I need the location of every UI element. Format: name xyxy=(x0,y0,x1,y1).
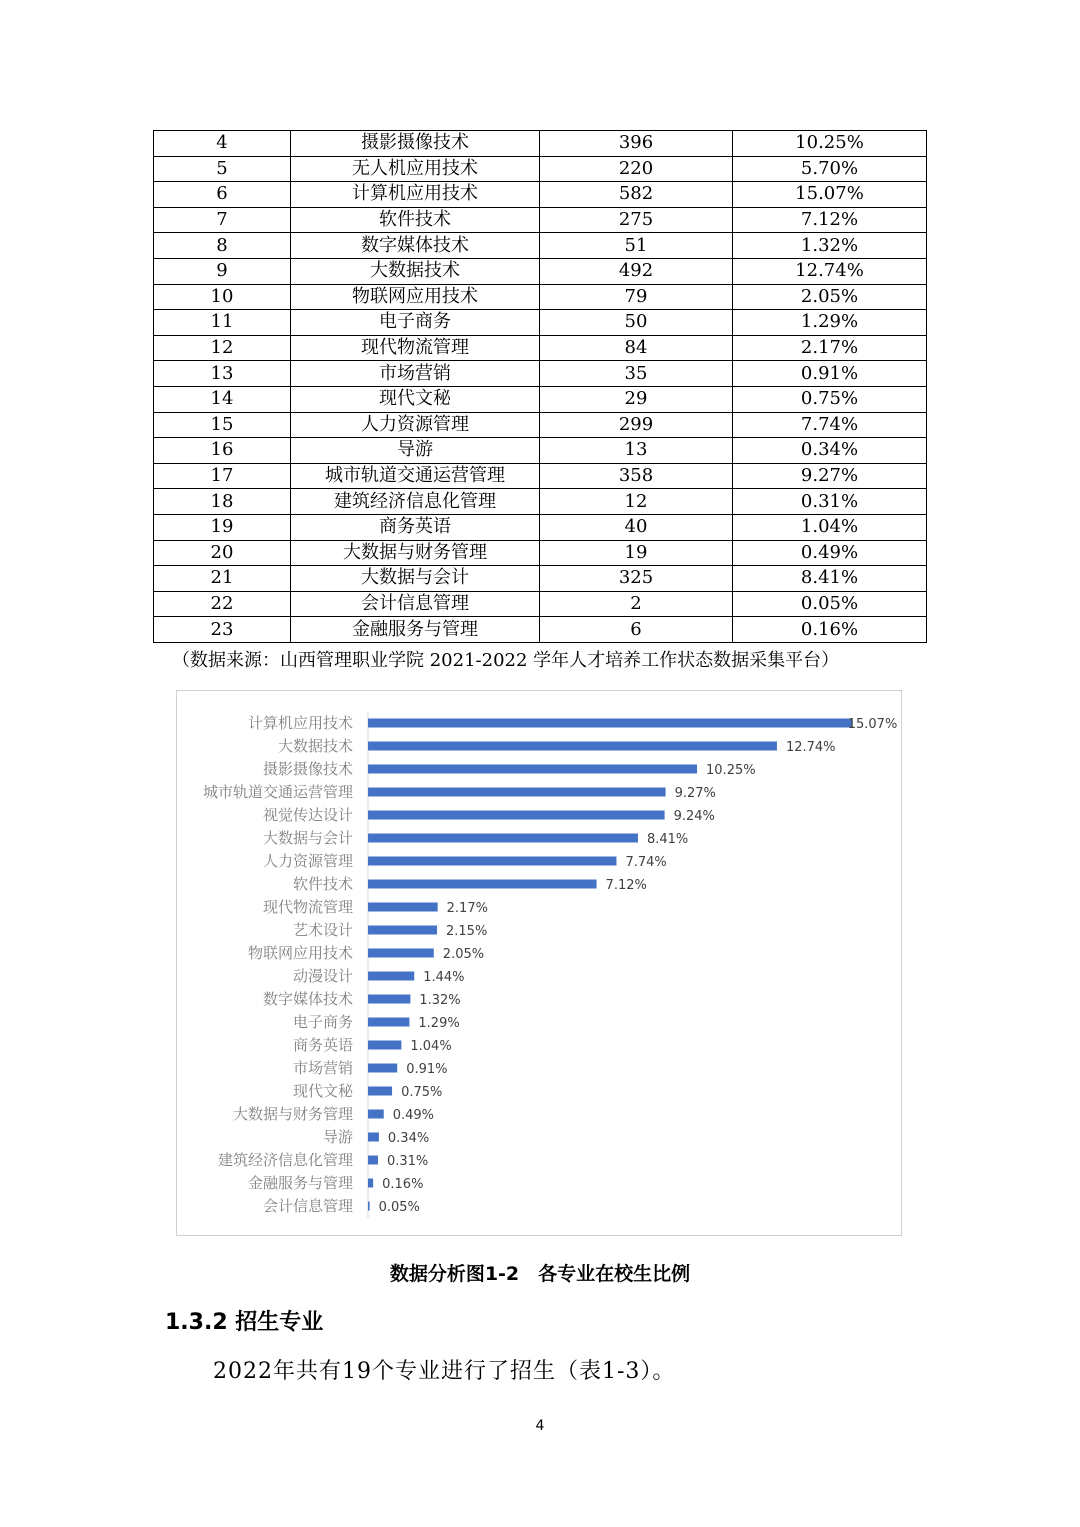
table-cell-percent: 7.12% xyxy=(733,207,927,233)
table-cell-percent: 0.31% xyxy=(733,489,927,515)
value-label: 2.17% xyxy=(446,901,488,916)
table-cell-index: 8 xyxy=(154,233,291,259)
table-cell-index: 7 xyxy=(154,207,291,233)
bar xyxy=(368,1156,378,1165)
table-cell-count: 51 xyxy=(540,233,733,259)
value-label: 0.75% xyxy=(401,1085,443,1100)
category-label: 商务英语 xyxy=(292,1036,353,1054)
category-label: 现代文秘 xyxy=(292,1082,353,1100)
table-row xyxy=(154,131,927,157)
bar xyxy=(368,1041,401,1050)
table-cell-index: 10 xyxy=(154,284,291,310)
value-label: 0.31% xyxy=(386,1154,429,1169)
table-cell-major: 数字媒体技术 xyxy=(291,233,540,259)
table-cell-index: 17 xyxy=(154,463,291,489)
table-cell-count: 275 xyxy=(540,207,733,233)
table-row xyxy=(154,182,927,208)
value-label: 7.12% xyxy=(605,878,647,893)
table-cell-major: 会计信息管理 xyxy=(291,591,540,617)
table-cell-count: 19 xyxy=(540,540,733,566)
category-label: 现代物流管理 xyxy=(262,898,353,916)
table-cell-index: 6 xyxy=(154,182,291,208)
table-row xyxy=(154,361,927,387)
table-row xyxy=(154,617,927,643)
category-label: 建筑经济信息化管理 xyxy=(217,1151,353,1169)
table-cell-major: 物联网应用技术 xyxy=(291,284,540,310)
bar xyxy=(368,742,777,751)
bar xyxy=(368,1202,370,1211)
bar xyxy=(368,1064,397,1073)
page-number: 4 xyxy=(535,1418,545,1434)
table-cell-count: 35 xyxy=(540,361,733,387)
bar-chart xyxy=(176,690,902,1236)
table-cell-count: 582 xyxy=(540,182,733,208)
table-cell-percent: 12.74% xyxy=(733,258,927,284)
bar xyxy=(368,1179,373,1188)
table-row xyxy=(154,591,927,617)
table-cell-index: 13 xyxy=(154,361,291,387)
category-label: 人力资源管理 xyxy=(262,852,353,870)
table-cell-percent: 1.32% xyxy=(733,233,927,259)
table-cell-count: 325 xyxy=(540,566,733,592)
table-cell-percent: 1.04% xyxy=(733,514,927,540)
value-label: 1.29% xyxy=(418,1016,460,1031)
table-cell-major: 金融服务与管理 xyxy=(291,617,540,643)
table-cell-major: 摄影摄像技术 xyxy=(291,131,540,157)
table-cell-index: 11 xyxy=(154,310,291,336)
table-cell-percent: 0.16% xyxy=(733,617,927,643)
table-row xyxy=(154,412,927,438)
table-body xyxy=(154,131,927,643)
table-row xyxy=(154,156,927,182)
table-cell-percent: 8.41% xyxy=(733,566,927,592)
bar xyxy=(368,1110,384,1119)
value-label: 0.91% xyxy=(406,1062,448,1077)
table-cell-count: 79 xyxy=(540,284,733,310)
value-label: 1.44% xyxy=(423,970,465,985)
value-label: 1.04% xyxy=(410,1039,452,1054)
value-label: 12.74% xyxy=(785,740,836,755)
bar xyxy=(368,788,666,797)
table-cell-index: 14 xyxy=(154,386,291,412)
category-label: 数字媒体技术 xyxy=(262,990,353,1008)
table-cell-index: 19 xyxy=(154,514,291,540)
table-cell-count: 492 xyxy=(540,258,733,284)
table-cell-count: 2 xyxy=(540,591,733,617)
table-cell-index: 4 xyxy=(154,131,291,157)
category-label: 物联网应用技术 xyxy=(247,944,353,962)
category-label: 艺术设计 xyxy=(292,921,353,939)
chart-svg xyxy=(177,691,903,1237)
table-cell-major: 城市轨道交通运营管理 xyxy=(291,463,540,489)
table-cell-count: 220 xyxy=(540,156,733,182)
value-label: 8.41% xyxy=(646,832,689,847)
table-cell-count: 6 xyxy=(540,617,733,643)
bar xyxy=(368,926,437,935)
table-cell-percent: 1.29% xyxy=(733,310,927,336)
value-label: 7.74% xyxy=(625,855,667,870)
source-note: （数据来源：山西管理职业学院 2021-2022 学年人才培养工作状态数据采集平台） xyxy=(172,650,840,671)
value-label: 2.15% xyxy=(446,924,488,939)
table-cell-index: 22 xyxy=(154,591,291,617)
table-row xyxy=(154,207,927,233)
table-cell-index: 23 xyxy=(154,617,291,643)
category-label: 大数据与财务管理 xyxy=(232,1105,353,1123)
table-cell-major: 现代物流管理 xyxy=(291,335,540,361)
category-label: 软件技术 xyxy=(292,875,353,893)
category-label: 会计信息管理 xyxy=(262,1197,353,1215)
table-cell-index: 20 xyxy=(154,540,291,566)
table-row xyxy=(154,489,927,515)
table-cell-percent: 0.75% xyxy=(733,386,927,412)
table-cell-major: 无人机应用技术 xyxy=(291,156,540,182)
table-cell-percent: 0.91% xyxy=(733,361,927,387)
body-paragraph: 2022年共有19个专业进行了招生（表1-3）。 xyxy=(213,1359,676,1384)
table-cell-index: 16 xyxy=(154,438,291,464)
category-label: 导游 xyxy=(322,1128,353,1146)
table-row xyxy=(154,540,927,566)
section-heading: 1.3.2 招生专业 xyxy=(165,1310,324,1335)
value-label: 0.16% xyxy=(382,1177,424,1192)
value-label: 9.27% xyxy=(674,786,716,801)
value-label: 15.07% xyxy=(847,717,898,732)
table-row xyxy=(154,438,927,464)
value-label: 9.24% xyxy=(673,809,715,824)
value-label: 1.32% xyxy=(419,993,461,1008)
bar xyxy=(368,1018,409,1027)
table-cell-count: 50 xyxy=(540,310,733,336)
bar xyxy=(368,949,434,958)
table-cell-percent: 0.05% xyxy=(733,591,927,617)
table-cell-count: 396 xyxy=(540,131,733,157)
table-cell-count: 12 xyxy=(540,489,733,515)
bar xyxy=(368,719,852,728)
table-cell-percent: 2.17% xyxy=(733,335,927,361)
value-label: 0.34% xyxy=(387,1131,430,1146)
table-cell-percent: 10.25% xyxy=(733,131,927,157)
table-row xyxy=(154,258,927,284)
table-row xyxy=(154,514,927,540)
bar xyxy=(368,834,638,843)
table-cell-percent: 2.05% xyxy=(733,284,927,310)
bar xyxy=(368,765,697,774)
table-cell-major: 大数据与会计 xyxy=(291,566,540,592)
enrollment-table xyxy=(153,130,927,643)
category-label: 城市轨道交通运营管理 xyxy=(202,783,353,801)
table-cell-major: 电子商务 xyxy=(291,310,540,336)
bar xyxy=(368,1133,379,1142)
table-cell-major: 人力资源管理 xyxy=(291,412,540,438)
value-label: 0.49% xyxy=(392,1108,435,1123)
category-label: 计算机应用技术 xyxy=(247,714,353,732)
table-cell-count: 40 xyxy=(540,514,733,540)
table-row xyxy=(154,233,927,259)
table-cell-major: 商务英语 xyxy=(291,514,540,540)
table-cell-major: 市场营销 xyxy=(291,361,540,387)
table-cell-major: 导游 xyxy=(291,438,540,464)
table-row xyxy=(154,463,927,489)
bar xyxy=(368,972,414,981)
table-cell-count: 358 xyxy=(540,463,733,489)
table-row xyxy=(154,566,927,592)
table-row xyxy=(154,284,927,310)
bar xyxy=(368,857,616,866)
table-cell-count: 84 xyxy=(540,335,733,361)
table-cell-major: 现代文秘 xyxy=(291,386,540,412)
table-row xyxy=(154,310,927,336)
table-cell-count: 13 xyxy=(540,438,733,464)
table-cell-percent: 0.34% xyxy=(733,438,927,464)
category-label: 大数据与会计 xyxy=(262,829,353,847)
table-cell-percent: 7.74% xyxy=(733,412,927,438)
category-label: 动漫设计 xyxy=(292,967,353,985)
table-cell-major: 大数据与财务管理 xyxy=(291,540,540,566)
bar xyxy=(368,880,597,889)
table-cell-index: 21 xyxy=(154,566,291,592)
value-label: 0.05% xyxy=(378,1200,420,1215)
table-cell-major: 大数据技术 xyxy=(291,258,540,284)
table-cell-count: 299 xyxy=(540,412,733,438)
table-cell-percent: 15.07% xyxy=(733,182,927,208)
bar xyxy=(368,995,410,1004)
table-cell-percent: 9.27% xyxy=(733,463,927,489)
category-label: 金融服务与管理 xyxy=(247,1174,353,1192)
bar xyxy=(368,811,665,820)
category-label: 电子商务 xyxy=(292,1013,353,1031)
table-cell-major: 软件技术 xyxy=(291,207,540,233)
category-label: 视觉传达设计 xyxy=(262,806,353,824)
category-label: 摄影摄像技术 xyxy=(262,760,353,778)
value-label: 2.05% xyxy=(442,947,485,962)
table-cell-percent: 0.49% xyxy=(733,540,927,566)
category-label: 大数据技术 xyxy=(277,737,353,755)
bar xyxy=(368,1087,392,1096)
figure-caption: 数据分析图1-2 各专业在校生比例 xyxy=(389,1263,691,1285)
table-cell-index: 15 xyxy=(154,412,291,438)
table-cell-index: 5 xyxy=(154,156,291,182)
table-cell-index: 9 xyxy=(154,258,291,284)
table-cell-count: 29 xyxy=(540,386,733,412)
table-cell-index: 18 xyxy=(154,489,291,515)
table-row xyxy=(154,335,927,361)
table-cell-major: 计算机应用技术 xyxy=(291,182,540,208)
table-cell-percent: 5.70% xyxy=(733,156,927,182)
bar xyxy=(368,903,438,912)
value-label: 10.25% xyxy=(706,763,756,778)
category-label: 市场营销 xyxy=(292,1059,353,1077)
table-cell-index: 12 xyxy=(154,335,291,361)
table-cell-major: 建筑经济信息化管理 xyxy=(291,489,540,515)
table-row xyxy=(154,386,927,412)
